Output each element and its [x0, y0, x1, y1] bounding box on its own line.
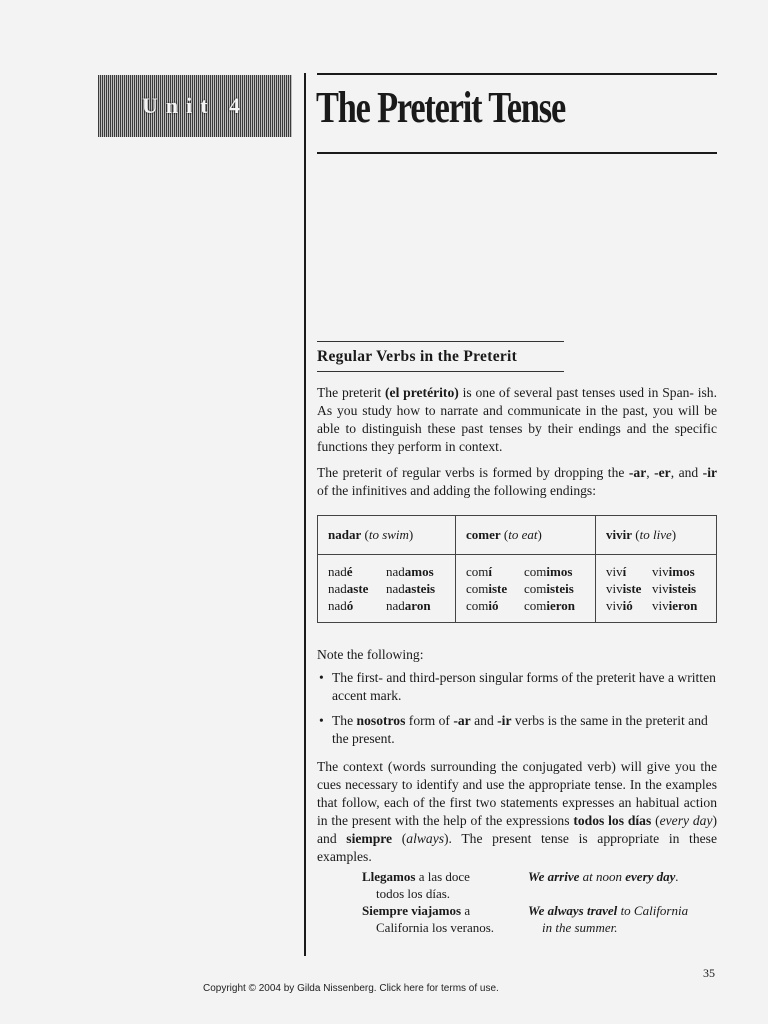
example-english-1: We arrive at noon every day.	[528, 869, 679, 884]
unit-label: Unit 4	[141, 93, 249, 118]
paragraph-formation: The preterit of regular verbs is formed by dropping the -ar, -er, and -ir of the infinitives and adding the following endings:	[317, 465, 718, 498]
list-item: • The nosotros form of -ar and -ir verbs is the same in the preterit and the present.	[317, 712, 717, 748]
vertical-rule	[304, 73, 306, 956]
table-row: nadé nadamos	[328, 564, 434, 579]
notes-list-2	[317, 712, 717, 748]
table-header-comer: comer (to eat)	[455, 516, 595, 555]
page-number: 35	[703, 966, 715, 980]
table-row: nadó nadaron	[328, 598, 431, 613]
table-row: comí comimos	[465, 564, 573, 579]
title-bottom-rule	[317, 152, 717, 154]
section-heading: Regular Verbs in the Preterit	[317, 341, 564, 372]
example-spanish-2: Siempre viajamos a California los veranos.	[362, 903, 495, 935]
table-row: vivió vivieron	[606, 598, 698, 613]
list-item: • The first- and third-person singular forms of the preterit have a written accent mark.	[317, 669, 717, 705]
table-row: viviste vivisteis	[606, 581, 697, 596]
example-english-2: We always travel to California in the summer.	[528, 903, 689, 935]
vivir-forms	[596, 555, 717, 623]
unit-banner	[98, 75, 292, 137]
nadar-forms	[318, 555, 456, 623]
title-top-rule	[317, 73, 717, 75]
table-row: nadaste nadasteis	[328, 581, 436, 596]
notes-list	[317, 669, 717, 705]
comer-forms	[455, 555, 595, 623]
table-header-vivir: vivir (to live)	[596, 516, 717, 555]
table-header-nadar: nadar (to swim)	[318, 516, 456, 555]
table-row: comió comieron	[465, 598, 576, 613]
table-row: viví vivimos	[606, 564, 695, 579]
example-spanish-1: Llegamos a las doce todos los días.	[362, 869, 470, 901]
table-row: comiste comisteis	[465, 581, 574, 596]
note-intro: Note the following:	[317, 647, 424, 662]
copyright-link[interactable]: Copyright © 2004 by Gilda Nissenberg. Click here for terms of use.	[203, 983, 499, 994]
paragraph-intro: The preterit (el pretérito) is one of several past tenses used in Span- ish. As you study how to narrate and communicate in the past, you will be able to distinguish these past tenses by their endings and the specific functions they perform in context.	[317, 385, 717, 454]
endings-table	[317, 515, 717, 623]
paragraph-context: The context (words surrounding the conjugated verb) will give you the cues necessary to identify and use the appropriate tense. In the examples that follow, each of the first two statements expresses an habitual action in the present with the help of the expressions todos los días (every day) and siempre (always). The present tense is appropriate in these examples.	[317, 759, 718, 864]
chapter-title: The Preterit Tense	[316, 83, 566, 132]
